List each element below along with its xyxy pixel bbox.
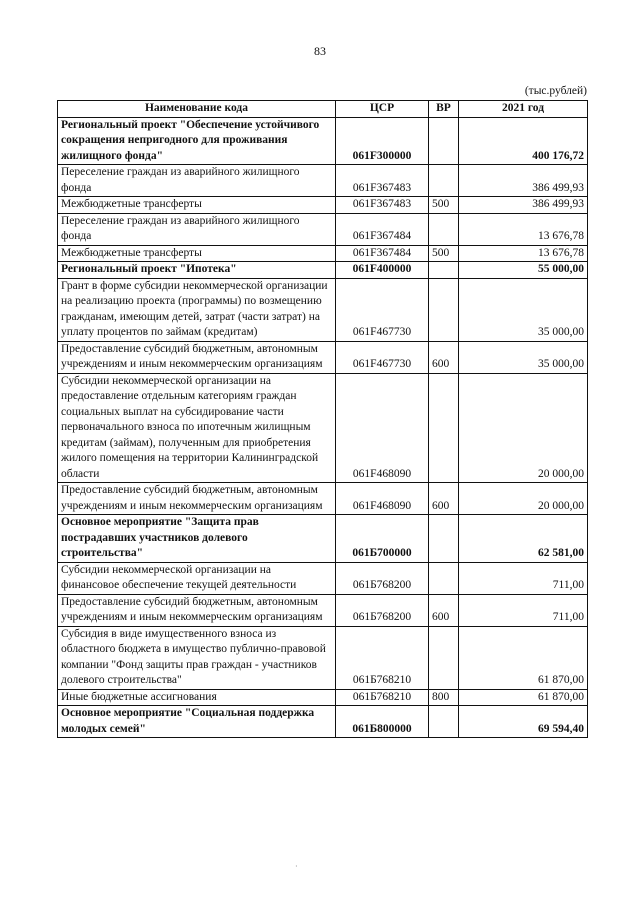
table-header-row bbox=[58, 101, 588, 118]
row-name-cell: Переселение граждан из аварийного жилищного фонда bbox=[58, 213, 336, 245]
row-csr-cell: 061Б768200 bbox=[336, 594, 429, 626]
row-vr-cell bbox=[429, 706, 459, 738]
row-sum-cell: 13 676,78 bbox=[459, 213, 588, 245]
row-sum-cell: 711,00 bbox=[459, 562, 588, 594]
row-sum-cell: 400 176,72 bbox=[459, 117, 588, 165]
row-sum-cell: 35 000,00 bbox=[459, 278, 588, 341]
row-sum-cell: 61 870,00 bbox=[459, 689, 588, 706]
row-csr-cell: 061F367483 bbox=[336, 197, 429, 214]
row-csr-cell: 061F367484 bbox=[336, 213, 429, 245]
table-row bbox=[58, 197, 588, 214]
row-csr-cell: 061Б768210 bbox=[336, 689, 429, 706]
unit-note: (тыс.рублей) bbox=[524, 85, 587, 97]
table-row bbox=[58, 165, 588, 197]
row-sum-cell: 386 499,93 bbox=[459, 197, 588, 214]
table-row bbox=[58, 483, 588, 515]
row-vr-cell: 600 bbox=[429, 483, 459, 515]
row-sum-cell: 13 676,78 bbox=[459, 245, 588, 262]
row-csr-cell: 061Б768210 bbox=[336, 626, 429, 689]
row-name-cell: Предоставление субсидий бюджетным, автономным учреждениям и иным некоммерческим организациям bbox=[58, 341, 336, 373]
table-row bbox=[58, 626, 588, 689]
row-sum-cell: 20 000,00 bbox=[459, 373, 588, 483]
row-name-cell: Субсидия в виде имущественного взноса из областного бюджета в имущество публично-правовой компании "Фонд защиты прав граждан - участников долевого строительства" bbox=[58, 626, 336, 689]
row-vr-cell bbox=[429, 562, 459, 594]
row-csr-cell: 061Б768200 bbox=[336, 562, 429, 594]
row-vr-cell: 600 bbox=[429, 341, 459, 373]
table-row bbox=[58, 689, 588, 706]
row-sum-cell: 61 870,00 bbox=[459, 626, 588, 689]
row-sum-cell: 62 581,00 bbox=[459, 515, 588, 563]
scan-dot: · bbox=[295, 862, 298, 871]
row-csr-cell: 061F467730 bbox=[336, 341, 429, 373]
row-csr-cell: 061F468090 bbox=[336, 483, 429, 515]
row-vr-cell: 500 bbox=[429, 245, 459, 262]
row-name-cell: Межбюджетные трансферты bbox=[58, 245, 336, 262]
row-vr-cell: 800 bbox=[429, 689, 459, 706]
row-sum-cell: 35 000,00 bbox=[459, 341, 588, 373]
row-csr-cell: 061F468090 bbox=[336, 373, 429, 483]
header-csr: ЦСР bbox=[336, 101, 429, 118]
row-sum-cell: 69 594,40 bbox=[459, 706, 588, 738]
row-csr-cell: 061Б800000 bbox=[336, 706, 429, 738]
row-name-cell: Грант в форме субсидии некоммерческой организации на реализацию проекта (программы) по возмещению гражданам, имеющим детей, затрат (части затрат) на уплату процентов по займам (кредитам) bbox=[58, 278, 336, 341]
row-sum-cell: 711,00 bbox=[459, 594, 588, 626]
table-row bbox=[58, 706, 588, 738]
row-csr-cell: 061F467730 bbox=[336, 278, 429, 341]
table-row bbox=[58, 278, 588, 341]
row-sum-cell: 20 000,00 bbox=[459, 483, 588, 515]
row-vr-cell bbox=[429, 373, 459, 483]
row-name-cell: Переселение граждан из аварийного жилищного фонда bbox=[58, 165, 336, 197]
row-name-cell: Предоставление субсидий бюджетным, автономным учреждениям и иным некоммерческим организациям bbox=[58, 483, 336, 515]
row-vr-cell: 600 bbox=[429, 594, 459, 626]
row-sum-cell: 55 000,00 bbox=[459, 262, 588, 279]
row-name-cell: Иные бюджетные ассигнования bbox=[58, 689, 336, 706]
row-name-cell: Региональный проект "Обеспечение устойчивого сокращения непригодного для проживания жилищного фонда" bbox=[58, 117, 336, 165]
table-body bbox=[58, 117, 588, 738]
row-csr-cell: 061F367483 bbox=[336, 165, 429, 197]
row-name-cell: Основное мероприятие "Социальная поддержка молодых семей" bbox=[58, 706, 336, 738]
row-sum-cell: 386 499,93 bbox=[459, 165, 588, 197]
row-csr-cell: 061F367484 bbox=[336, 245, 429, 262]
row-vr-cell bbox=[429, 262, 459, 279]
table-row bbox=[58, 562, 588, 594]
row-csr-cell: 061F400000 bbox=[336, 262, 429, 279]
row-name-cell: Межбюджетные трансферты bbox=[58, 197, 336, 214]
row-name-cell: Основное мероприятие "Защита прав пострадавших участников долевого строительства" bbox=[58, 515, 336, 563]
row-name-cell: Предоставление субсидий бюджетным, автономным учреждениям и иным некоммерческим организациям bbox=[58, 594, 336, 626]
header-sum: 2021 год bbox=[459, 101, 588, 118]
table-row bbox=[58, 515, 588, 563]
table-row bbox=[58, 117, 588, 165]
table-row bbox=[58, 341, 588, 373]
row-vr-cell bbox=[429, 515, 459, 563]
budget-table bbox=[57, 100, 588, 738]
header-vr: ВР bbox=[429, 101, 459, 118]
row-vr-cell bbox=[429, 213, 459, 245]
table-row bbox=[58, 262, 588, 279]
page-number: 83 bbox=[314, 44, 326, 58]
row-vr-cell bbox=[429, 117, 459, 165]
table-row bbox=[58, 213, 588, 245]
row-name-cell: Субсидии некоммерческой организации на предоставление отдельным категориям граждан социальных выплат на субсидирование части первоначального взноса по ипотечным жилищным кредитам (займам), полученным для приобретения жилого помещения на территории Калининградской области bbox=[58, 373, 336, 483]
header-name: Наименование кода bbox=[58, 101, 336, 118]
table-row bbox=[58, 245, 588, 262]
row-csr-cell: 061Б700000 bbox=[336, 515, 429, 563]
row-csr-cell: 061F300000 bbox=[336, 117, 429, 165]
row-vr-cell: 500 bbox=[429, 197, 459, 214]
table-row bbox=[58, 373, 588, 483]
row-name-cell: Субсидии некоммерческой организации на финансовое обеспечение текущей деятельности bbox=[58, 562, 336, 594]
row-vr-cell bbox=[429, 278, 459, 341]
row-name-cell: Региональный проект "Ипотека" bbox=[58, 262, 336, 279]
table-row bbox=[58, 594, 588, 626]
row-vr-cell bbox=[429, 626, 459, 689]
row-vr-cell bbox=[429, 165, 459, 197]
